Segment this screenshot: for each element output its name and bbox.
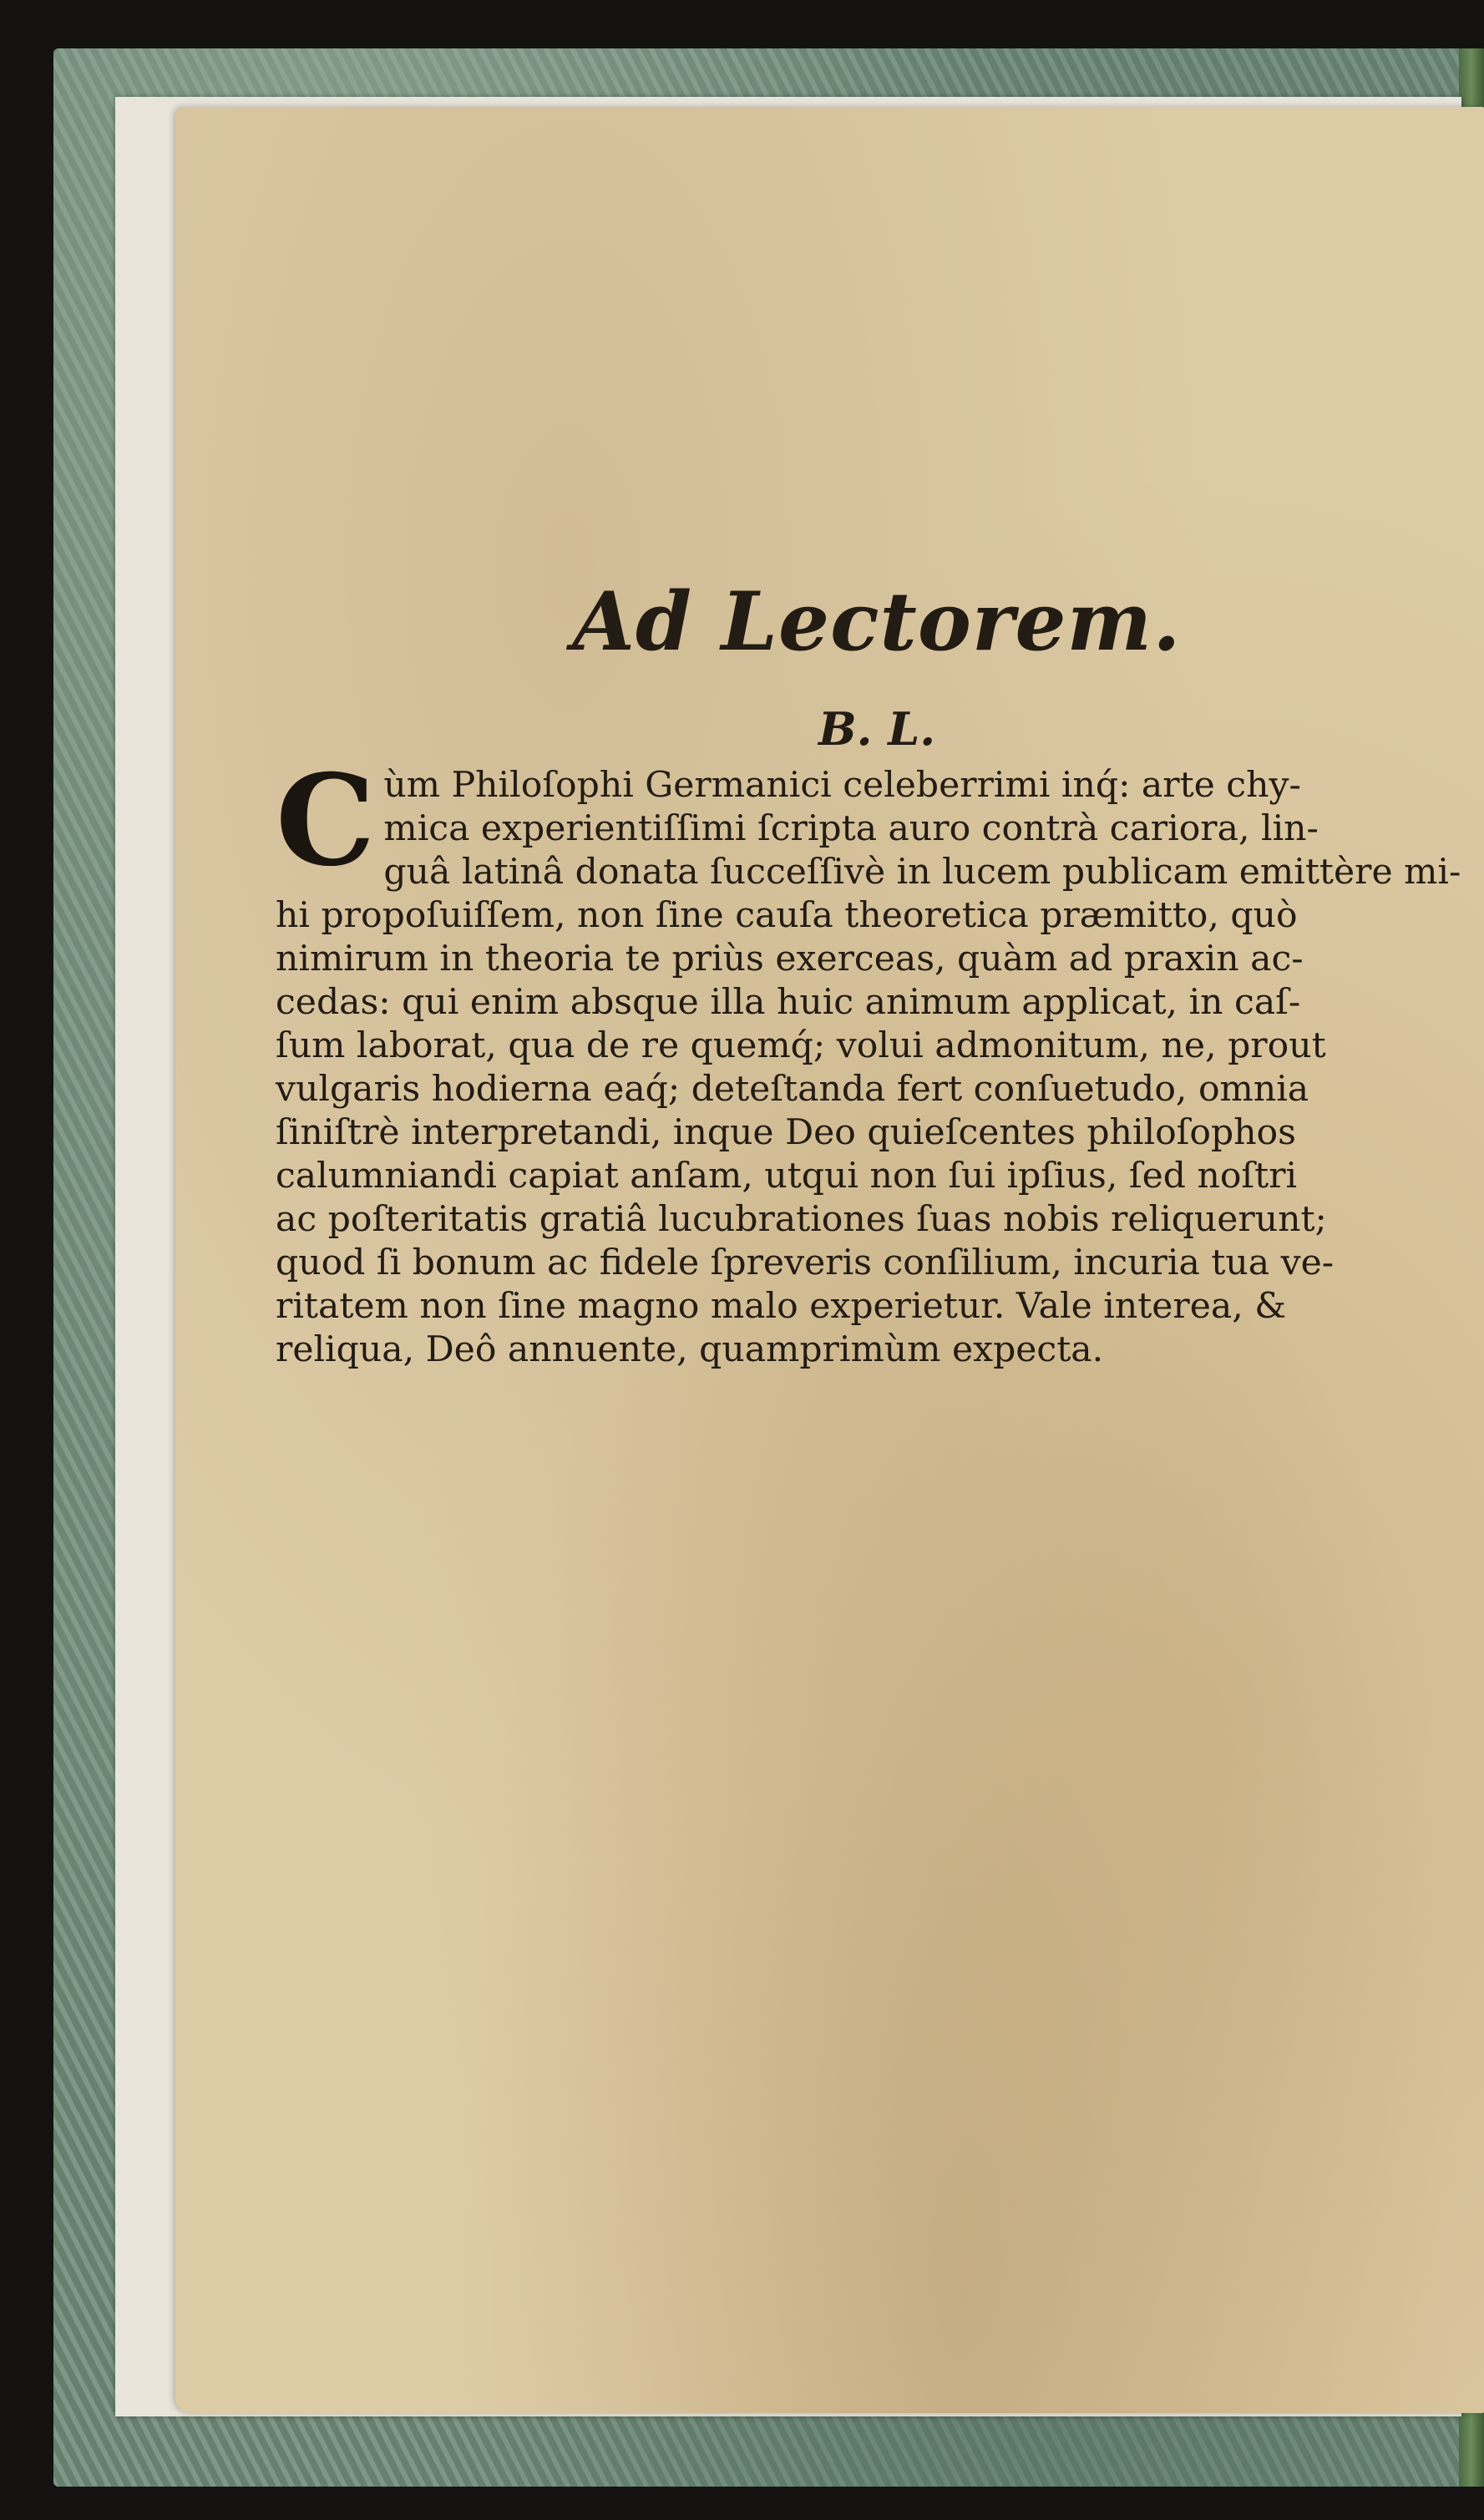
text-line: ritatem non ſine magno malo experietur. Vale interea, & xyxy=(276,1286,1287,1327)
text-line: reliqua, Deô annuente, quamprimùm expecta. xyxy=(276,1329,1104,1370)
text-line: guâ latinâ donata ſucceſſivè in lucem publicam emittère mi- xyxy=(383,852,1461,893)
text-line: vulgaris hodierna eaq́; deteſtanda fert conſuetudo, omnia xyxy=(276,1069,1309,1110)
text-line: nimirum in theoria te priùs exerceas, quàm ad praxin ac- xyxy=(276,939,1304,979)
text-line: quod ſi bonum ac fidele ſpreveris conſilium, incuria tua ve- xyxy=(276,1242,1335,1283)
text-line: mica experientiſſimi ſcripta auro contrà cariora, lin- xyxy=(383,808,1319,849)
text-line: hi propoſuiſſem, non ſine cauſa theoretica præmitto, quò xyxy=(276,895,1298,936)
salutation: B. L. xyxy=(818,702,935,756)
text-line: ſum laborat, qua de re quemq́; volui admonitum, ne, prout xyxy=(276,1025,1326,1066)
body-paragraph xyxy=(276,747,1461,1372)
text-block xyxy=(276,574,1461,1372)
text-line: cedas: qui enim absque illa huic animum applicat, in caſ- xyxy=(276,982,1301,1023)
page-heading: Ad Lectorem. xyxy=(572,574,1182,669)
text-line: calumniandi capiat anſam, utqui non ſui ipſius, ſed noſtri xyxy=(276,1156,1298,1197)
drop-cap: C xyxy=(276,747,376,894)
text-line: ùm Philoſophi Germanici celeberrimi inq́: arte chy- xyxy=(383,765,1301,806)
printed-leaf xyxy=(175,107,1484,2413)
text-line: ſiniſtrè interpretandi, inque Deo quieſcentes philoſophos xyxy=(276,1112,1296,1153)
text-line: ac poſteritatis gratiâ lucubrationes ſuas nobis reliquerunt; xyxy=(276,1199,1327,1240)
